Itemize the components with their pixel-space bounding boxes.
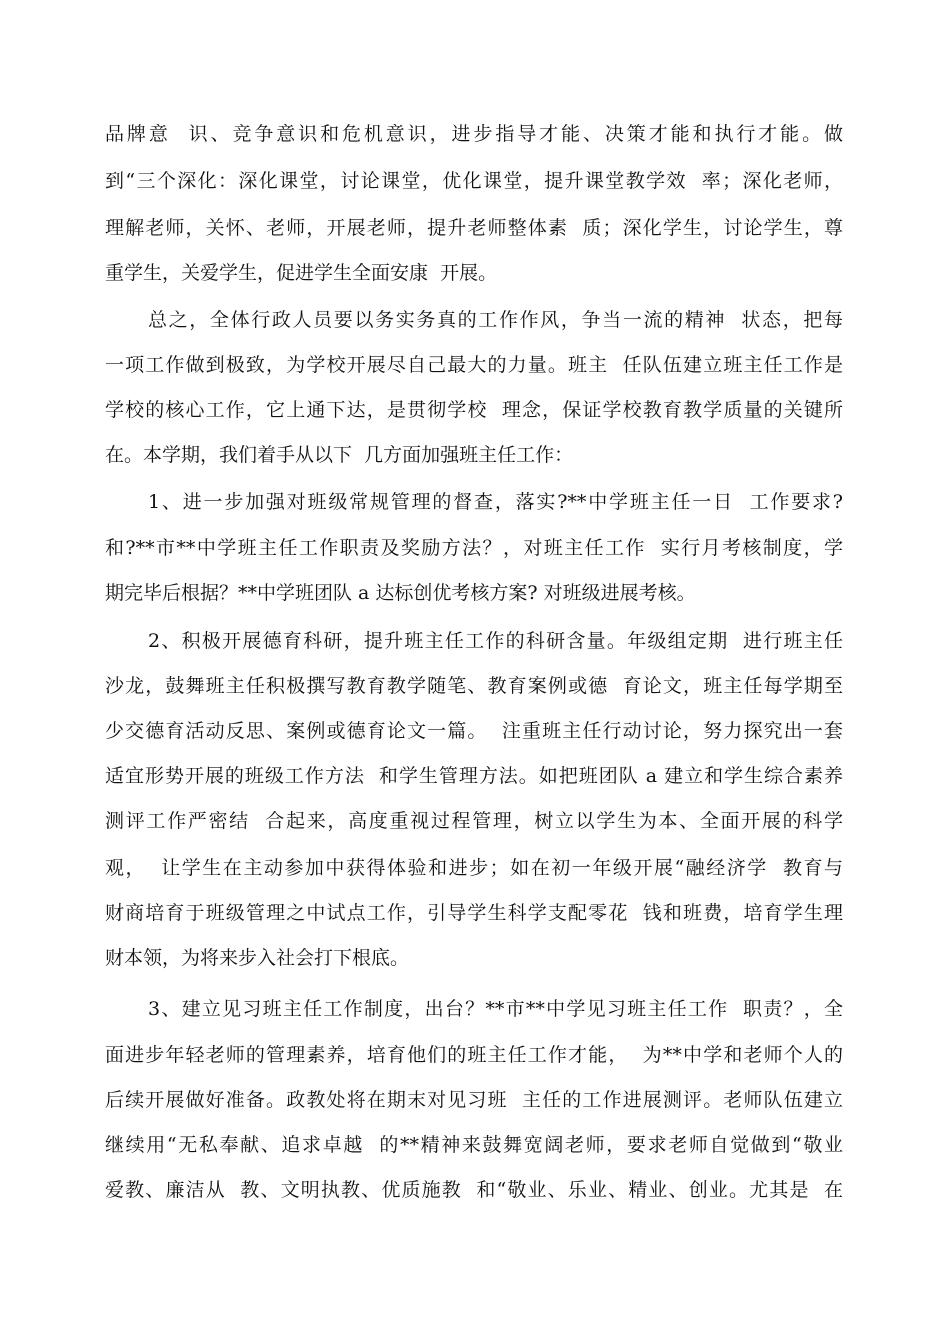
text-line: 2、积极开展德育科研，提升班主任工作的科研含量。年级组定期 进行班主任 xyxy=(148,630,843,652)
text-line: 财本领，为将来步入社会打下根底。 xyxy=(105,947,410,969)
text-line: 总之，全体行政人员要以务实务真的工作作风，争当一流的精神 状态，把每 xyxy=(148,309,843,331)
text-line: 和?**市**中学班主任工作职责及奖励方法？，对班主任工作 实行月考核制度，学 xyxy=(105,537,843,559)
text-line: 在。本学期，我们着手从以下 几方面加强班主任工作： xyxy=(105,444,574,466)
text-line: 财商培育于班级管理之中试点工作，引导学生科学支配零花 钱和班费，培育学生理 xyxy=(105,902,843,924)
text-line: 3、建立见习班主任工作制度，出台？**市**中学见习班主任工作 职责？，全 xyxy=(148,998,843,1020)
text-line: 1、进一步加强对班级常规管理的督查，落实?**中学班主任一日 工作要求? xyxy=(148,491,843,513)
text-line: 后续开展做好准备。政教处将在期末对见习班 主任的工作进展测评。老师队伍建立 xyxy=(105,1089,843,1111)
text-line: 到“三个深化：深化课堂，讨论课堂，优化课堂，提升课堂教学效 率；深化老师， xyxy=(105,170,843,192)
text-line: 适宜形势开展的班级工作方法 和学生管理方法。如把班团队 a 建立和学生综合素养 xyxy=(105,765,843,787)
text-line: 一项工作做到极致，为学校开展尽自己最大的力量。班主 任队伍建立班主任工作是 xyxy=(105,354,843,376)
text-line: 期完毕后根据？**中学班团队 a 达标创优考核方案? 对班级进展考核。 xyxy=(105,582,696,604)
text-line: 爱教、廉洁从 教、文明执教、优质施教 和“敬业、乐业、精业、创业。尤其是 在 xyxy=(105,1179,843,1201)
text-line: 观， 让学生在主动参加中获得体验和进步；如在初一年级开展“融经济学 教育与 xyxy=(105,857,843,879)
text-line: 沙龙，鼓舞班主任积极撰写教育教学随笔、教育案例或德 育论文，班主任每学期至 xyxy=(105,675,843,697)
text-line: 理解老师，关怀、老师，开展老师，提升老师整体素 质；深化学生，讨论学生，尊 xyxy=(105,217,843,239)
text-line: 面进步年轻老师的管理素养，培育他们的班主任工作才能， 为**中学和老师个人的 xyxy=(105,1044,843,1066)
text-line: 少交德育活动反思、案例或德育论文一篇。 注重班主任行动讨论，努力探究出一套 xyxy=(105,720,843,742)
text-line: 重学生，关爱学生，促进学生全面安康 开展。 xyxy=(105,262,498,284)
text-line: 学校的核心工作，它上通下达，是贯彻学校 理念，保证学校教育教学质量的关键所 xyxy=(105,399,843,421)
text-line: 品牌意 识、竞争意识和危机意识，进步指导才能、决策才能和执行才能。做 xyxy=(105,123,843,145)
text-line: 测评工作严密结 合起来，高度重视过程管理，树立以学生为本、全面开展的科学 xyxy=(105,810,843,832)
text-line: 继续用“无私奉献、追求卓越 的**精神来鼓舞宽阔老师，要求老师自觉做到“敬业 xyxy=(105,1134,843,1156)
